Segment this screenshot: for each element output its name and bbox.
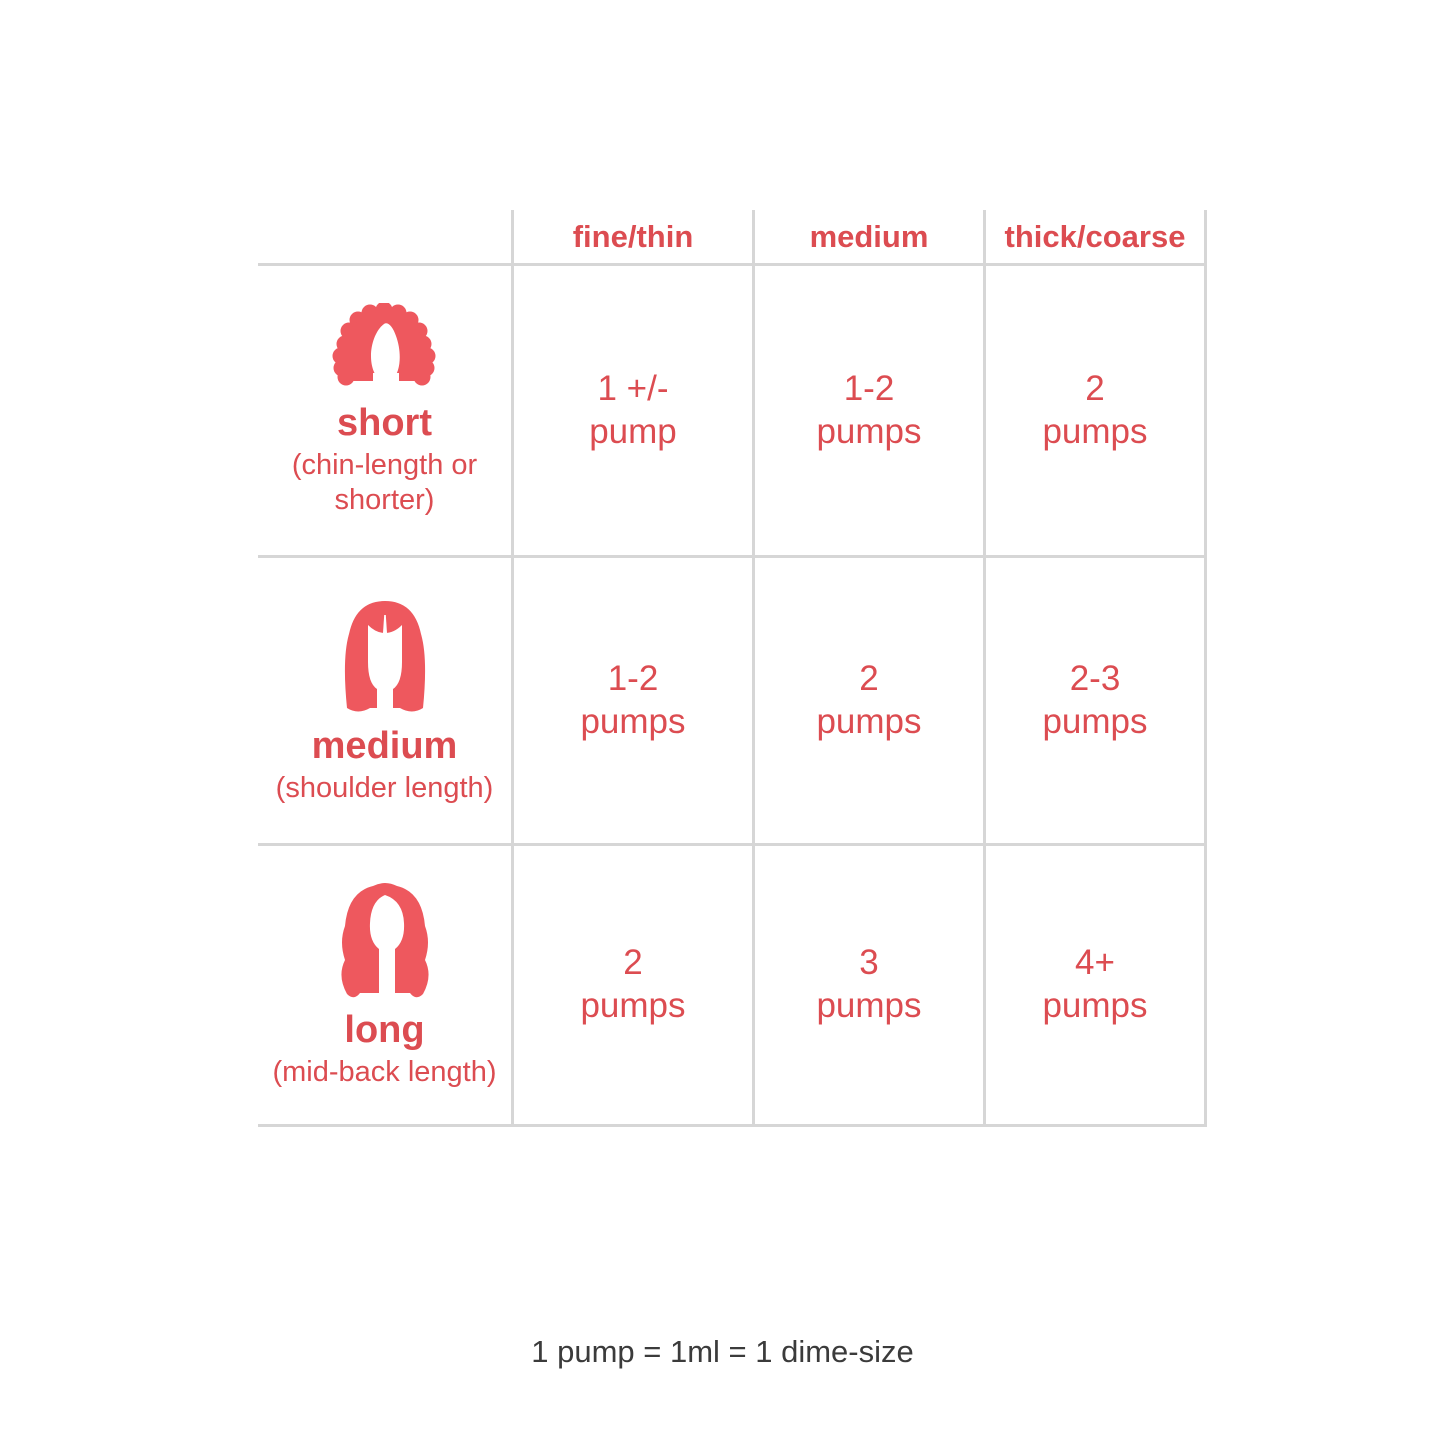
pump-equivalence-note: 1 pump = 1ml = 1 dime-size: [531, 1334, 914, 1369]
pump-amount: 3: [859, 943, 879, 983]
row-sublabel: (chin-length or shorter): [291, 449, 478, 516]
row-label: short: [337, 402, 432, 445]
col-header-thick-coarse: [983, 210, 1207, 263]
pump-amount: 2: [859, 658, 879, 698]
col-header-label: thick/coarse: [1004, 218, 1186, 254]
cell-medium-fine-thin: [511, 555, 752, 843]
pump-unit: pumps: [580, 986, 686, 1025]
pump-unit: pumps: [816, 986, 922, 1025]
row-sublabel: (mid-back length): [272, 1056, 497, 1088]
pump-unit: pumps: [816, 411, 922, 451]
col-header-label: fine/thin: [572, 218, 694, 254]
col-header-label: medium: [809, 218, 929, 254]
col-header-fine-thin: [511, 210, 752, 263]
pump-amount: 1-2: [843, 368, 895, 408]
cell-medium-medium: [752, 555, 983, 843]
pump-amount: 2: [623, 943, 643, 983]
row-sublabel: (shoulder length): [275, 771, 494, 804]
cell-medium-thick-coarse: [983, 555, 1207, 843]
pump-unit: pump: [589, 411, 677, 451]
pump-amount: 2: [1085, 368, 1105, 408]
pump-amount: 4+: [1075, 943, 1115, 983]
long-hair-icon: [335, 880, 435, 998]
row-header-medium: [258, 555, 511, 843]
cell-long-fine-thin: [511, 843, 752, 1127]
pump-unit: pumps: [1042, 701, 1148, 741]
table-corner-cell: [258, 210, 511, 263]
cell-short-thick-coarse: [983, 263, 1207, 555]
pump-unit: pumps: [580, 701, 686, 741]
col-header-medium: [752, 210, 983, 263]
medium-hair-icon: [335, 596, 435, 714]
pump-unit: pumps: [1042, 411, 1148, 451]
cell-short-fine-thin: [511, 263, 752, 555]
pump-amount: 1 +/-: [597, 368, 669, 408]
pump-amount: 2-3: [1069, 658, 1121, 698]
pump-unit: pumps: [816, 701, 922, 741]
cell-long-medium: [752, 843, 983, 1127]
row-header-long: [258, 843, 511, 1127]
cell-short-medium: [752, 263, 983, 555]
pump-dosage-table: [258, 210, 1207, 1127]
pump-amount: 1-2: [607, 658, 659, 698]
short-hair-icon: [332, 303, 437, 391]
pump-unit: pumps: [1042, 986, 1148, 1025]
row-header-short: [258, 263, 511, 555]
row-label: medium: [311, 724, 458, 767]
cell-long-thick-coarse: [983, 843, 1207, 1127]
row-label: long: [344, 1009, 425, 1052]
